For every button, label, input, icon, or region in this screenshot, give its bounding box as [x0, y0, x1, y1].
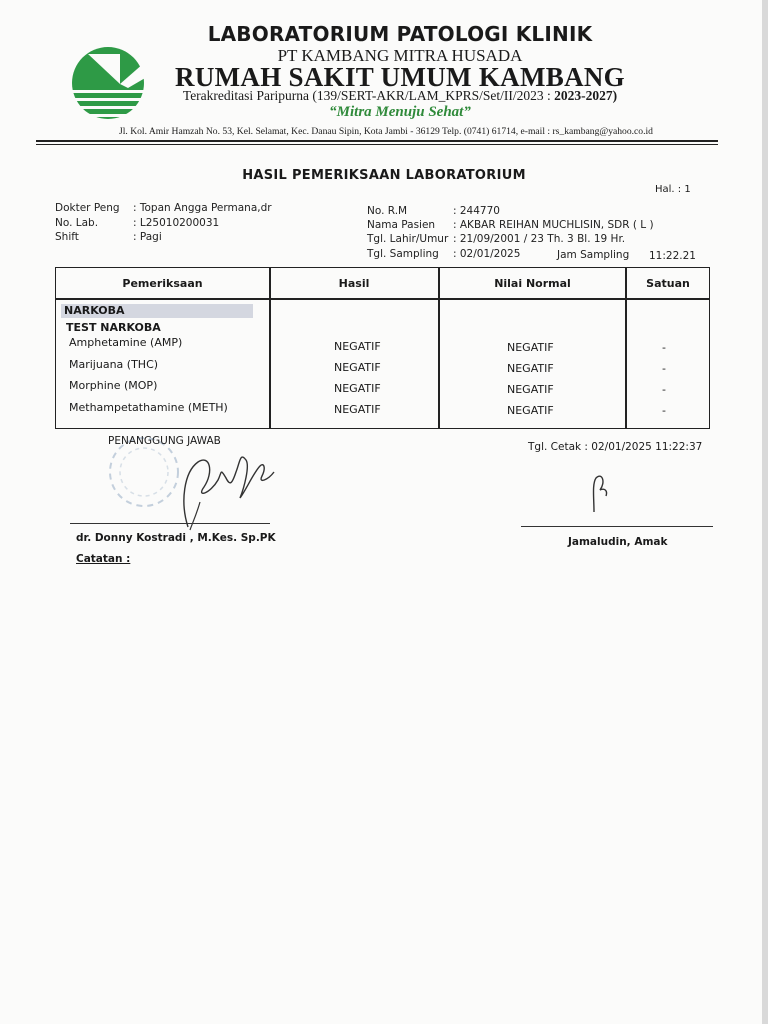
row-result: NEGATIF	[334, 382, 381, 395]
info-value-rm: : 244770	[453, 205, 500, 217]
hospital-logo	[68, 44, 152, 122]
company-name: PT KAMBANG MITRA HUSADA	[277, 46, 523, 65]
row-test: Marijuana (THC)	[69, 358, 159, 371]
row-test: Amphetamine (AMP)	[69, 336, 183, 349]
page-number: Hal. : 1	[655, 184, 691, 195]
analyst-sign-line	[521, 526, 713, 527]
report-title: HASIL PEMERIKSAAN LABORATORIUM	[242, 168, 526, 183]
info-value-shift: : Pagi	[133, 231, 162, 243]
table-divider	[625, 268, 627, 428]
header-normal: Nilai Normal	[494, 277, 571, 290]
info-label-rm: No. R.M	[367, 205, 408, 217]
print-date: Tgl. Cetak : 02/01/2025 11:22:37	[528, 441, 703, 453]
row-test: Methampetathamine (METH)	[69, 401, 228, 414]
lab-title: LABORATORIUM PATOLOGI KLINIK	[207, 22, 593, 46]
table-header-rule	[56, 298, 709, 300]
info-label-doctor: Dokter Peng	[55, 202, 120, 214]
hospital-address: Jl. Kol. Amir Hamzah No. 53, Kel. Selamat, Kec. Danau Sipin, Kota Jambi - 36129 Telp. (0741) 61714, e-mail : rs_kambang@yahoo.co.id	[119, 126, 653, 137]
header-unit: Satuan	[646, 277, 690, 290]
info-label-dob: Tgl. Lahir/Umur	[367, 233, 449, 245]
group-label: TEST NARKOBA	[66, 321, 161, 334]
info-label-patient: Nama Pasien	[367, 219, 436, 231]
info-value-patient: : AKBAR REIHAN MUCHLISIN, SDR ( L )	[453, 219, 654, 231]
analyst-signature	[580, 468, 620, 518]
info-label-sampling-time: Jam Sampling	[557, 249, 630, 261]
hospital-motto: “Mitra Menuju Sehat”	[329, 104, 471, 120]
analyst-name: Jamaludin, Amak	[568, 536, 668, 548]
accreditation-years: 2023-2027)	[554, 88, 618, 103]
row-unit: -	[662, 383, 666, 396]
info-value-sampling-time: 11:22.21	[649, 250, 696, 262]
info-value-dob: : 21/09/2001 / 23 Th. 3 Bl. 19 Hr.	[453, 233, 626, 245]
info-label-sampling: Tgl. Sampling	[367, 248, 439, 260]
row-result: NEGATIF	[334, 361, 381, 374]
info-label-lab-no: No. Lab.	[55, 217, 99, 229]
hospital-name: RUMAH SAKIT UMUM KAMBANG	[175, 62, 625, 92]
responsible-label: PENANGGUNG JAWAB	[108, 435, 221, 447]
info-label-shift: Shift	[55, 231, 79, 243]
accreditation-text: Terakreditasi Paripurna (139/SERT-AKR/LAM_KPRS/Set/II/2023 :	[182, 88, 555, 103]
row-normal: NEGATIF	[507, 341, 554, 354]
accreditation	[160, 88, 640, 104]
table-divider	[269, 268, 271, 428]
row-normal: NEGATIF	[507, 404, 554, 417]
table-divider	[438, 268, 440, 428]
row-unit: -	[662, 341, 666, 354]
header-rule-thick	[36, 140, 718, 142]
row-unit: -	[662, 362, 666, 375]
doctor-sign-line	[70, 523, 270, 524]
info-value-doctor: : Topan Angga Permana,dr	[133, 202, 272, 214]
info-value-lab-no: : L25010200031	[133, 217, 220, 229]
row-normal: NEGATIF	[507, 383, 554, 396]
header-rule-thin	[36, 144, 718, 145]
category-label: NARKOBA	[64, 304, 125, 317]
row-result: NEGATIF	[334, 403, 381, 416]
row-test: Morphine (MOP)	[69, 379, 158, 392]
row-unit: -	[662, 404, 666, 417]
results-table	[55, 267, 710, 429]
info-value-sampling: : 02/01/2025	[453, 248, 521, 260]
row-result: NEGATIF	[334, 340, 381, 353]
row-normal: NEGATIF	[507, 362, 554, 375]
notes-label: Catatan :	[76, 553, 131, 565]
header-test: Pemeriksaan	[122, 277, 203, 290]
doctor-signature	[170, 432, 290, 532]
header-result: Hasil	[338, 277, 370, 290]
doctor-name: dr. Donny Kostradi , M.Kes. Sp.PK	[76, 532, 276, 544]
